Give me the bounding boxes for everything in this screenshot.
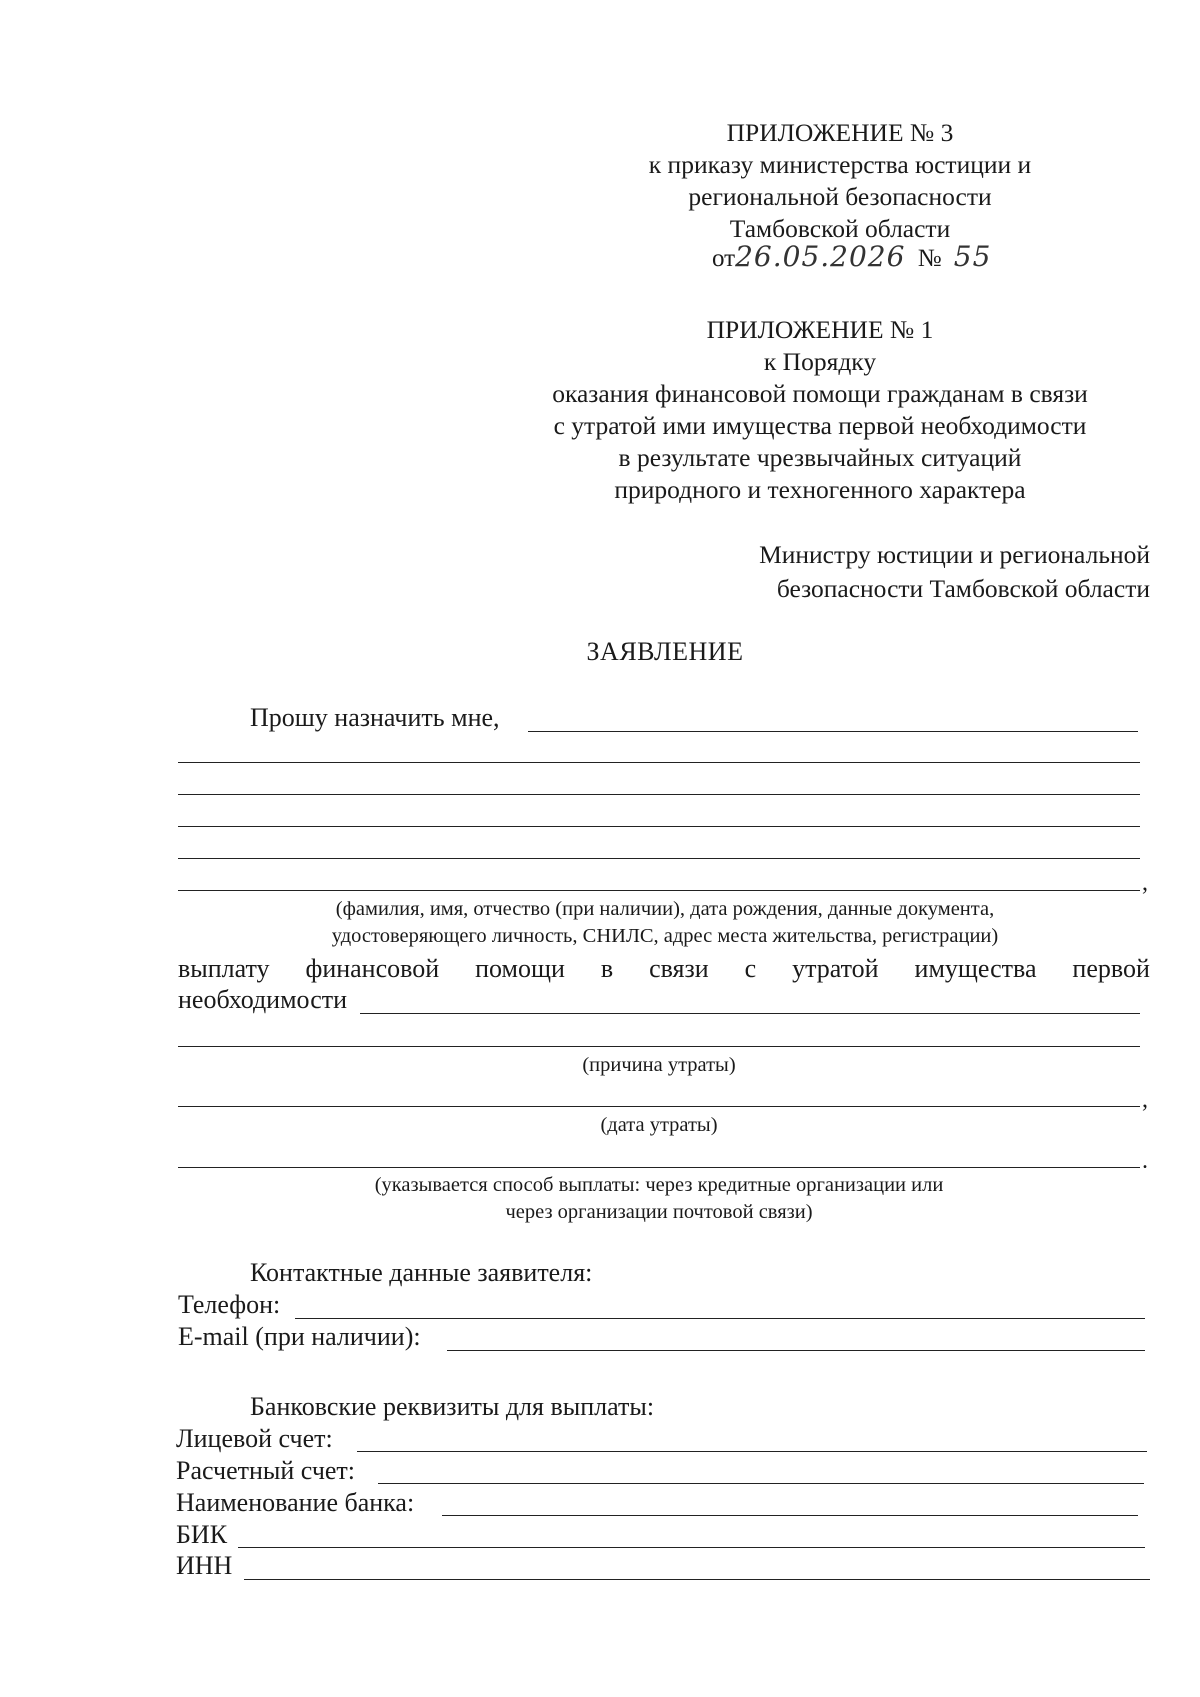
payment-word: с bbox=[744, 954, 757, 983]
addressee-line: Министру юстиции и региональной bbox=[759, 540, 1150, 569]
request-field-line[interactable] bbox=[178, 762, 1140, 763]
loss-date-hint: (дата утраты) bbox=[600, 1114, 718, 1136]
handwritten-number: 55 bbox=[953, 240, 992, 273]
phone-field-line[interactable] bbox=[295, 1318, 1145, 1319]
request-hint bbox=[200, 896, 1130, 950]
appendix3-line: Тамбовской области bbox=[729, 214, 951, 243]
appendix1-line: с утратой ими имущества первой необходимости bbox=[553, 411, 1087, 440]
reason-field-line[interactable] bbox=[360, 1013, 1140, 1014]
appendix1-line: к Порядку bbox=[763, 347, 877, 376]
hint-line: (указывается способ выплаты: через кредитные организации или bbox=[374, 1174, 944, 1196]
inn-field-line[interactable] bbox=[244, 1579, 1150, 1580]
settlement-account-field-line[interactable] bbox=[378, 1483, 1144, 1484]
request-lead: Прошу назначить мне, bbox=[250, 703, 500, 732]
payment-word: имущества bbox=[914, 954, 1037, 983]
payment-word: выплату bbox=[178, 954, 270, 983]
request-field-line[interactable] bbox=[178, 858, 1140, 859]
appendix3-block bbox=[580, 117, 1100, 245]
payment-word: первой bbox=[1072, 954, 1150, 983]
appendix3-line: к приказу министерства юстиции и bbox=[648, 150, 1032, 179]
appendix1-line: в результате чрезвычайных ситуаций bbox=[618, 443, 1022, 472]
appendix3-date-row bbox=[712, 240, 991, 273]
loss-date-comma: , bbox=[1142, 1087, 1148, 1113]
payment-word: связи bbox=[649, 954, 709, 983]
appendix3-title: ПРИЛОЖЕНИЕ № 3 bbox=[726, 118, 954, 147]
personal-account-field-line[interactable] bbox=[357, 1451, 1147, 1452]
request-field-line[interactable] bbox=[178, 794, 1140, 795]
request-field-line[interactable] bbox=[178, 826, 1140, 827]
phone-label: Телефон: bbox=[178, 1290, 281, 1319]
payment-method-period: . bbox=[1142, 1148, 1148, 1174]
payment-method-field-line[interactable] bbox=[178, 1167, 1140, 1168]
payment-method-hint bbox=[178, 1172, 1140, 1226]
payment-second-line: необходимости bbox=[178, 985, 348, 1014]
settlement-account-label: Расчетный счет: bbox=[176, 1456, 356, 1485]
appendix1-block bbox=[500, 314, 1140, 506]
hint-line: удостоверяющего личность, СНИЛС, адрес места жительства, регистрации) bbox=[331, 925, 999, 947]
number-prefix: № bbox=[917, 245, 942, 272]
payment-word: утратой bbox=[792, 954, 879, 983]
inn-label: ИНН bbox=[176, 1551, 233, 1580]
appendix1-title: ПРИЛОЖЕНИЕ № 1 bbox=[706, 315, 934, 344]
request-field-line[interactable] bbox=[528, 731, 1138, 732]
hint-line: (фамилия, имя, отчество (при наличии), дата рождения, данные документа, bbox=[335, 898, 995, 920]
payment-word: финансовой bbox=[305, 954, 440, 983]
personal-account-label: Лицевой счет: bbox=[176, 1424, 333, 1453]
appendix3-line: региональной безопасности bbox=[688, 182, 992, 211]
reason-field-line[interactable] bbox=[178, 1046, 1140, 1047]
request-field-line[interactable] bbox=[178, 890, 1140, 891]
email-label: E-mail (при наличии): bbox=[178, 1322, 421, 1351]
appendix1-line: оказания финансовой помощи гражданам в связи bbox=[552, 379, 1088, 408]
bank-name-field-line[interactable] bbox=[442, 1515, 1138, 1516]
loss-date-field-line[interactable] bbox=[178, 1106, 1140, 1107]
email-field-line[interactable] bbox=[447, 1350, 1145, 1351]
appendix1-line: природного и техногенного характера bbox=[614, 475, 1026, 504]
hint-line: через организации почтовой связи) bbox=[505, 1201, 813, 1223]
date-prefix: от bbox=[712, 245, 736, 272]
bank-name-label: Наименование банка: bbox=[176, 1488, 415, 1517]
handwritten-date: 26.05.2026 bbox=[735, 240, 906, 273]
payment-word: помощи bbox=[475, 954, 565, 983]
payment-word: в bbox=[600, 954, 614, 983]
bik-field-line[interactable] bbox=[238, 1547, 1145, 1548]
addressee-line: безопасности Тамбовской области bbox=[776, 574, 1150, 603]
payment-justified-line bbox=[178, 954, 1150, 984]
reason-hint: (причина утраты) bbox=[582, 1054, 736, 1076]
contacts-heading: Контактные данные заявителя: bbox=[250, 1258, 593, 1287]
addressee-block bbox=[600, 538, 1150, 606]
bank-heading: Банковские реквизиты для выплаты: bbox=[250, 1392, 655, 1421]
bik-label: БИК bbox=[176, 1520, 228, 1549]
trailing-comma: , bbox=[1142, 870, 1148, 896]
document-title: ЗАЯВЛЕНИЕ bbox=[586, 637, 744, 666]
